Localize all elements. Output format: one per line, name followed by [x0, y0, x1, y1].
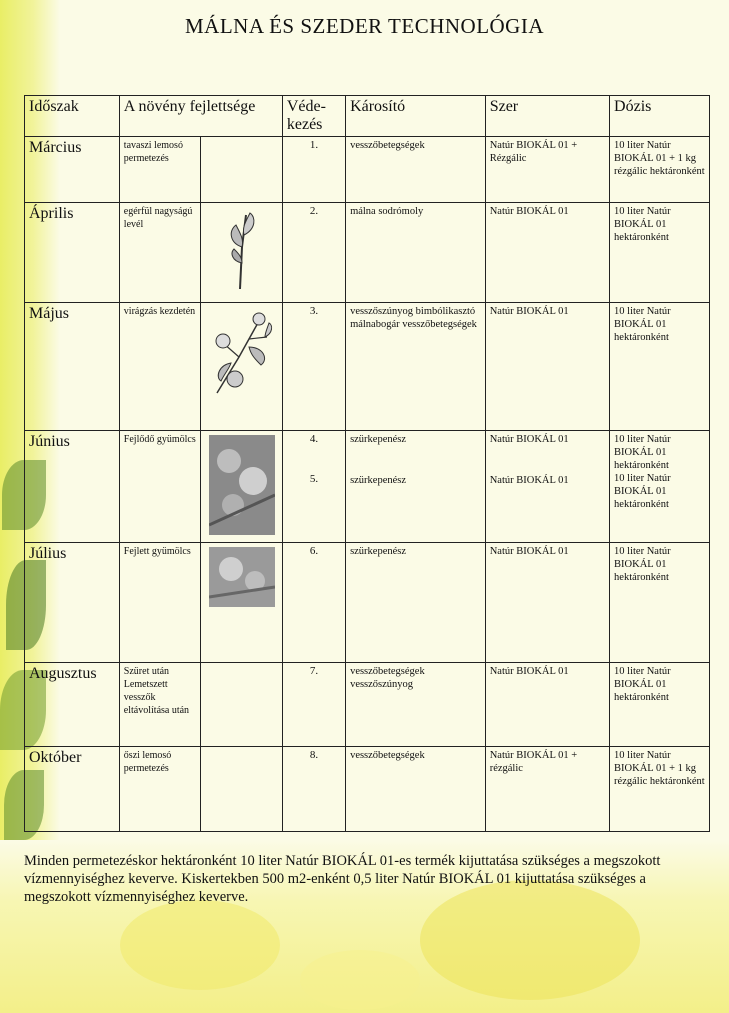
- table-row: [25, 747, 710, 832]
- pest-b: szürkepenész: [350, 475, 407, 486]
- treatment-number-a: 4.: [309, 433, 319, 445]
- pest-cell: [346, 431, 486, 543]
- product-cell: Natúr BIOKÁL 01: [485, 663, 609, 747]
- dose-a: 10 liter Natúr BIOKÁL 01 hektáronként: [614, 434, 671, 471]
- product-b: Natúr BIOKÁL 01: [489, 475, 569, 486]
- development-cell: egérfül nagyságú levél: [119, 203, 201, 303]
- month-cell: Május: [25, 303, 120, 431]
- table-row: [25, 303, 710, 431]
- header-pest: Károsító: [346, 96, 486, 137]
- product-cell: Natúr BIOKÁL 01: [485, 203, 609, 303]
- plant-leaf-bud-illustration: [222, 207, 262, 291]
- image-cell-empty: [201, 137, 283, 203]
- product-a: Natúr BIOKÁL 01: [489, 434, 569, 445]
- treatment-number-cell: [282, 431, 345, 543]
- month-cell: Június: [25, 431, 120, 543]
- month-cell: Március: [25, 137, 120, 203]
- dose-cell: 10 liter Natúr BIOKÁL 01 hektáronként: [610, 543, 710, 663]
- treatment-number-cell: 3.: [282, 303, 345, 431]
- pest-cell: vesszőbetegségek: [346, 747, 486, 832]
- table-header-row: [25, 96, 710, 137]
- table-row: [25, 431, 710, 543]
- development-cell: virágzás kezdetén: [119, 303, 201, 431]
- development-cell: Fejlődő gyümölcs: [119, 431, 201, 543]
- header-development: A növény fejlettsége: [119, 96, 282, 137]
- flowering-branch-illustration: [209, 307, 275, 397]
- table-row: [25, 543, 710, 663]
- treatment-table: [24, 95, 710, 832]
- table-row: [25, 203, 710, 303]
- dose-b: 10 liter Natúr BIOKÁL 01 hektáronként: [614, 473, 671, 510]
- product-cell: Natúr BIOKÁL 01: [485, 543, 609, 663]
- month-cell: Október: [25, 747, 120, 832]
- pest-a: szürkepenész: [350, 434, 407, 445]
- pest-cell: vesszőszúnyog bimbólikasztó málnabogár vesszőbetegségek: [346, 303, 486, 431]
- month-cell: Augusztus: [25, 663, 120, 747]
- pest-cell: vesszőbetegségek: [346, 137, 486, 203]
- header-period: Időszak: [25, 96, 120, 137]
- product-cell: Natúr BIOKÁL 01 + Rézgálic: [485, 137, 609, 203]
- dose-cell: [610, 431, 710, 543]
- dose-cell: 10 liter Natúr BIOKÁL 01 hektáronként: [610, 303, 710, 431]
- image-cell: [201, 303, 283, 431]
- treatment-number-b: 5.: [309, 473, 319, 485]
- dose-cell: 10 liter Natúr BIOKÁL 01 hektáronként: [610, 663, 710, 747]
- development-cell: tavaszi lemosó permetezés: [119, 137, 201, 203]
- flower-decoration: [120, 900, 280, 990]
- table-row: [25, 137, 710, 203]
- development-cell: Szüret után Lemetszett vesszők eltávolítása után: [119, 663, 201, 747]
- treatment-number-cell: 8.: [282, 747, 345, 832]
- treatment-number-cell: 6.: [282, 543, 345, 663]
- product-cell: Natúr BIOKÁL 01 + rézgálic: [485, 747, 609, 832]
- treatment-number-cell: 2.: [282, 203, 345, 303]
- header-dose: Dózis: [610, 96, 710, 137]
- treatment-number-cell: 1.: [282, 137, 345, 203]
- image-cell: [201, 543, 283, 663]
- product-cell: [485, 431, 609, 543]
- image-cell: [201, 203, 283, 303]
- dose-cell: 10 liter Natúr BIOKÁL 01 hektáronként: [610, 203, 710, 303]
- page-title: MÁLNA ÉS SZEDER TECHNOLÓGIA: [184, 14, 545, 38]
- image-cell-empty: [201, 663, 283, 747]
- image-cell: [201, 431, 283, 543]
- header-product: Szer: [485, 96, 609, 137]
- development-cell: Fejlett gyümölcs: [119, 543, 201, 663]
- dose-cell: 10 liter Natúr BIOKÁL 01 + 1 kg rézgálic hektáronként: [610, 137, 710, 203]
- developing-fruit-photo: [209, 435, 275, 535]
- flower-decoration: [300, 950, 420, 1010]
- footer-note: Minden permetezéskor hektáronként 10 liter Natúr BIOKÁL 01-es termék kijuttatása szükséges a megszokott vízmennyiséghez keverve. Kiskertekben 500 m2-enként 0,5 liter Natúr BIOKÁL 01 kijuttatása szükséges a megszokott vízmennyiséghez keverve.: [24, 853, 661, 905]
- month-cell: Április: [25, 203, 120, 303]
- development-cell: őszi lemosó permetezés: [119, 747, 201, 832]
- pest-cell: málna sodrómoly: [346, 203, 486, 303]
- treatment-number-cell: 7.: [282, 663, 345, 747]
- header-protection: Véde-kezés: [282, 96, 345, 137]
- ripe-fruit-photo: [209, 547, 275, 607]
- month-cell: Július: [25, 543, 120, 663]
- pest-cell: vesszőbetegségek vesszőszúnyog: [346, 663, 486, 747]
- pest-cell: szürkepenész: [346, 543, 486, 663]
- dose-cell: 10 liter Natúr BIOKÁL 01 + 1 kg rézgálic hektáronként: [610, 747, 710, 832]
- table-row: [25, 663, 710, 747]
- product-cell: Natúr BIOKÁL 01: [485, 303, 609, 431]
- image-cell-empty: [201, 747, 283, 832]
